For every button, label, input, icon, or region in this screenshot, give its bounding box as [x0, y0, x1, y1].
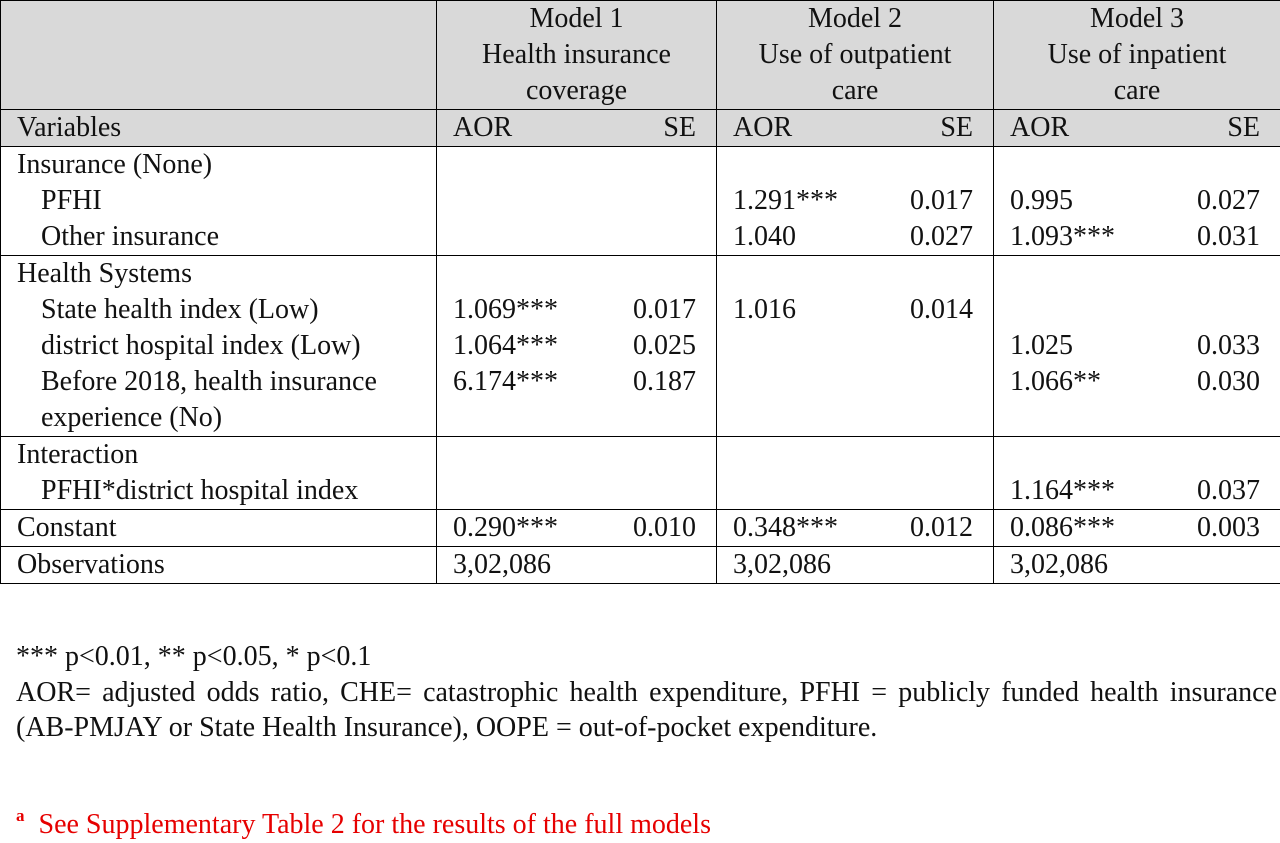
- model-1-subtitle-line1: Health insurance: [482, 39, 671, 70]
- model-2-aor-cell: [717, 400, 857, 437]
- model-2-subtitle-line2: care: [831, 75, 879, 106]
- header-blank-cell: [1, 1, 437, 110]
- empty-cell: [1134, 256, 1280, 293]
- model-3-title: Model 3: [1089, 3, 1185, 34]
- empty-cell: [857, 547, 994, 584]
- model-3-se-cell: 0.030: [1134, 364, 1280, 400]
- model-2-se-cell: [857, 364, 994, 400]
- significance-note: *** p<0.01, ** p<0.05, * p<0.1: [16, 641, 372, 672]
- model-2-se-header: SE: [857, 110, 994, 147]
- model-1-aor-header: AOR: [437, 110, 577, 147]
- model-1-aor-cell: 1.069***: [453, 294, 558, 325]
- table-row: [1, 328, 1280, 364]
- model-1-aor-cell: [437, 473, 577, 510]
- table-row: [1, 473, 1280, 510]
- model-2-se-cell: 0.027: [857, 219, 994, 256]
- model-3-aor-cell: 1.164***: [1010, 475, 1116, 506]
- model-1-se-cell: [577, 473, 717, 510]
- constant-row: [1, 510, 1280, 547]
- empty-cell: [1134, 437, 1280, 474]
- model-1-se-cell: 0.017: [577, 292, 717, 328]
- model-1-title: Model 1: [529, 3, 624, 34]
- row-label: PFHI: [1, 183, 437, 219]
- model-1-aor-cell: [437, 400, 577, 437]
- model-2-observations: 3,02,086: [717, 547, 857, 584]
- model-3-aor-cell: 1.093***: [1010, 221, 1116, 252]
- footnote-marker: a: [16, 806, 25, 825]
- model-3-aor-cell: 1.025: [1010, 330, 1074, 361]
- observations-row: [1, 547, 1280, 584]
- model-1-observations: 3,02,086: [437, 547, 577, 584]
- empty-cell: [717, 437, 857, 474]
- model-3-se-header: SE: [1134, 110, 1280, 147]
- group-header-row: [1, 147, 1280, 184]
- group-header-row: [1, 437, 1280, 474]
- model-3-subtitle-line1: Use of inpatient: [1047, 39, 1227, 70]
- supplementary-note: [16, 806, 711, 841]
- model-1-se-cell: 0.187: [577, 364, 717, 400]
- model-1-aor-cell: [437, 183, 577, 219]
- observations-label: Observations: [1, 547, 437, 584]
- model-2-se-cell: 0.014: [857, 292, 994, 328]
- empty-cell: [1134, 147, 1280, 184]
- table-row: [1, 292, 1280, 328]
- empty-cell: [437, 437, 577, 474]
- empty-cell: [1134, 547, 1280, 584]
- group-label-interaction: Interaction: [1, 437, 437, 474]
- model-1-se-cell: 0.010: [577, 510, 717, 547]
- constant-label: Constant: [1, 510, 437, 547]
- model-1-subtitle-line2: coverage: [525, 75, 628, 106]
- abbreviations-note: AOR= adjusted odds ratio, CHE= catastrophic health expenditure, PFHI = publicly funded health insurance (AB-PMJAY or State Health Insurance), OOPE = out-of-pocket expenditure.: [16, 677, 1277, 743]
- model-2-aor-cell: [717, 364, 857, 400]
- model-1-se-cell: [577, 183, 717, 219]
- empty-cell: [437, 147, 577, 184]
- model-3-aor-cell: 0.995: [1010, 185, 1074, 216]
- model-3-se-cell: 0.037: [1134, 473, 1280, 510]
- model-2-header: [717, 1, 994, 110]
- model-2-subtitle-line1: Use of outpatient: [758, 39, 952, 70]
- model-2-aor-header: AOR: [717, 110, 857, 147]
- model-2-se-cell: [857, 473, 994, 510]
- table-row: [1, 219, 1280, 256]
- model-3-se-cell: 0.031: [1134, 219, 1280, 256]
- column-header-row: [1, 110, 1280, 147]
- model-2-se-cell: 0.017: [857, 183, 994, 219]
- model-1-header: [437, 1, 717, 110]
- model-2-title: Model 2: [807, 3, 903, 34]
- model-2-aor-cell: 1.040: [733, 221, 797, 252]
- model-3-aor-header: AOR: [994, 110, 1134, 147]
- model-2-aor-cell: 1.291***: [733, 185, 839, 216]
- model-3-aor-cell: [994, 400, 1134, 437]
- table-row: [1, 364, 1280, 400]
- empty-cell: [994, 147, 1134, 184]
- supplementary-note-text: See Supplementary Table 2 for the results of the full models: [38, 809, 711, 840]
- model-3-se-cell: [1134, 292, 1280, 328]
- row-label: PFHI*district hospital index: [1, 473, 437, 510]
- empty-cell: [994, 437, 1134, 474]
- model-1-aor-cell: 1.064***: [453, 330, 558, 361]
- model-1-se-cell: 0.025: [577, 328, 717, 364]
- model-1-se-cell: [577, 219, 717, 256]
- model-3-header: [994, 1, 1280, 110]
- model-3-aor-cell: 0.086***: [994, 510, 1134, 547]
- empty-cell: [437, 256, 577, 293]
- row-label: Before 2018, health insurance: [1, 364, 437, 400]
- model-1-se-header: SE: [577, 110, 717, 147]
- model-1-aor-cell: 0.290***: [437, 510, 577, 547]
- row-label: Other insurance: [1, 219, 437, 256]
- empty-cell: [577, 147, 717, 184]
- empty-cell: [717, 147, 857, 184]
- empty-cell: [857, 147, 994, 184]
- model-2-aor-cell: [717, 328, 857, 364]
- model-3-se-cell: 0.033: [1134, 328, 1280, 364]
- group-header-row: [1, 256, 1280, 293]
- model-1-se-cell: [577, 400, 717, 437]
- empty-cell: [717, 256, 857, 293]
- model-3-se-cell: 0.003: [1134, 510, 1280, 547]
- variables-header: Variables: [1, 110, 437, 147]
- model-3-observations: 3,02,086: [994, 547, 1134, 584]
- empty-cell: [577, 547, 717, 584]
- model-2-se-cell: [857, 328, 994, 364]
- empty-cell: [857, 256, 994, 293]
- table-row: [1, 183, 1280, 219]
- model-3-aor-cell: [994, 292, 1134, 328]
- model-2-se-cell: 0.012: [857, 510, 994, 547]
- table-row: [1, 400, 1280, 437]
- empty-cell: [577, 437, 717, 474]
- model-header-row: [1, 1, 1280, 110]
- model-2-aor-cell: 0.348***: [717, 510, 857, 547]
- empty-cell: [577, 256, 717, 293]
- empty-cell: [857, 437, 994, 474]
- model-3-se-cell: 0.027: [1134, 183, 1280, 219]
- empty-cell: [994, 256, 1134, 293]
- model-3-se-cell: [1134, 400, 1280, 437]
- model-2-se-cell: [857, 400, 994, 437]
- row-label: experience (No): [1, 400, 437, 437]
- model-2-aor-cell: [717, 473, 857, 510]
- model-1-aor-cell: 6.174***: [453, 366, 558, 397]
- model-3-subtitle-line2: care: [1113, 75, 1161, 106]
- group-label-insurance: Insurance (None): [1, 147, 437, 184]
- row-label: State health index (Low): [1, 292, 437, 328]
- model-1-aor-cell: [437, 219, 577, 256]
- row-label: district hospital index (Low): [1, 328, 437, 364]
- group-label-health-systems: Health Systems: [1, 256, 437, 293]
- model-3-aor-cell: 1.066**: [1010, 366, 1102, 397]
- model-2-aor-cell: 1.016: [733, 294, 797, 325]
